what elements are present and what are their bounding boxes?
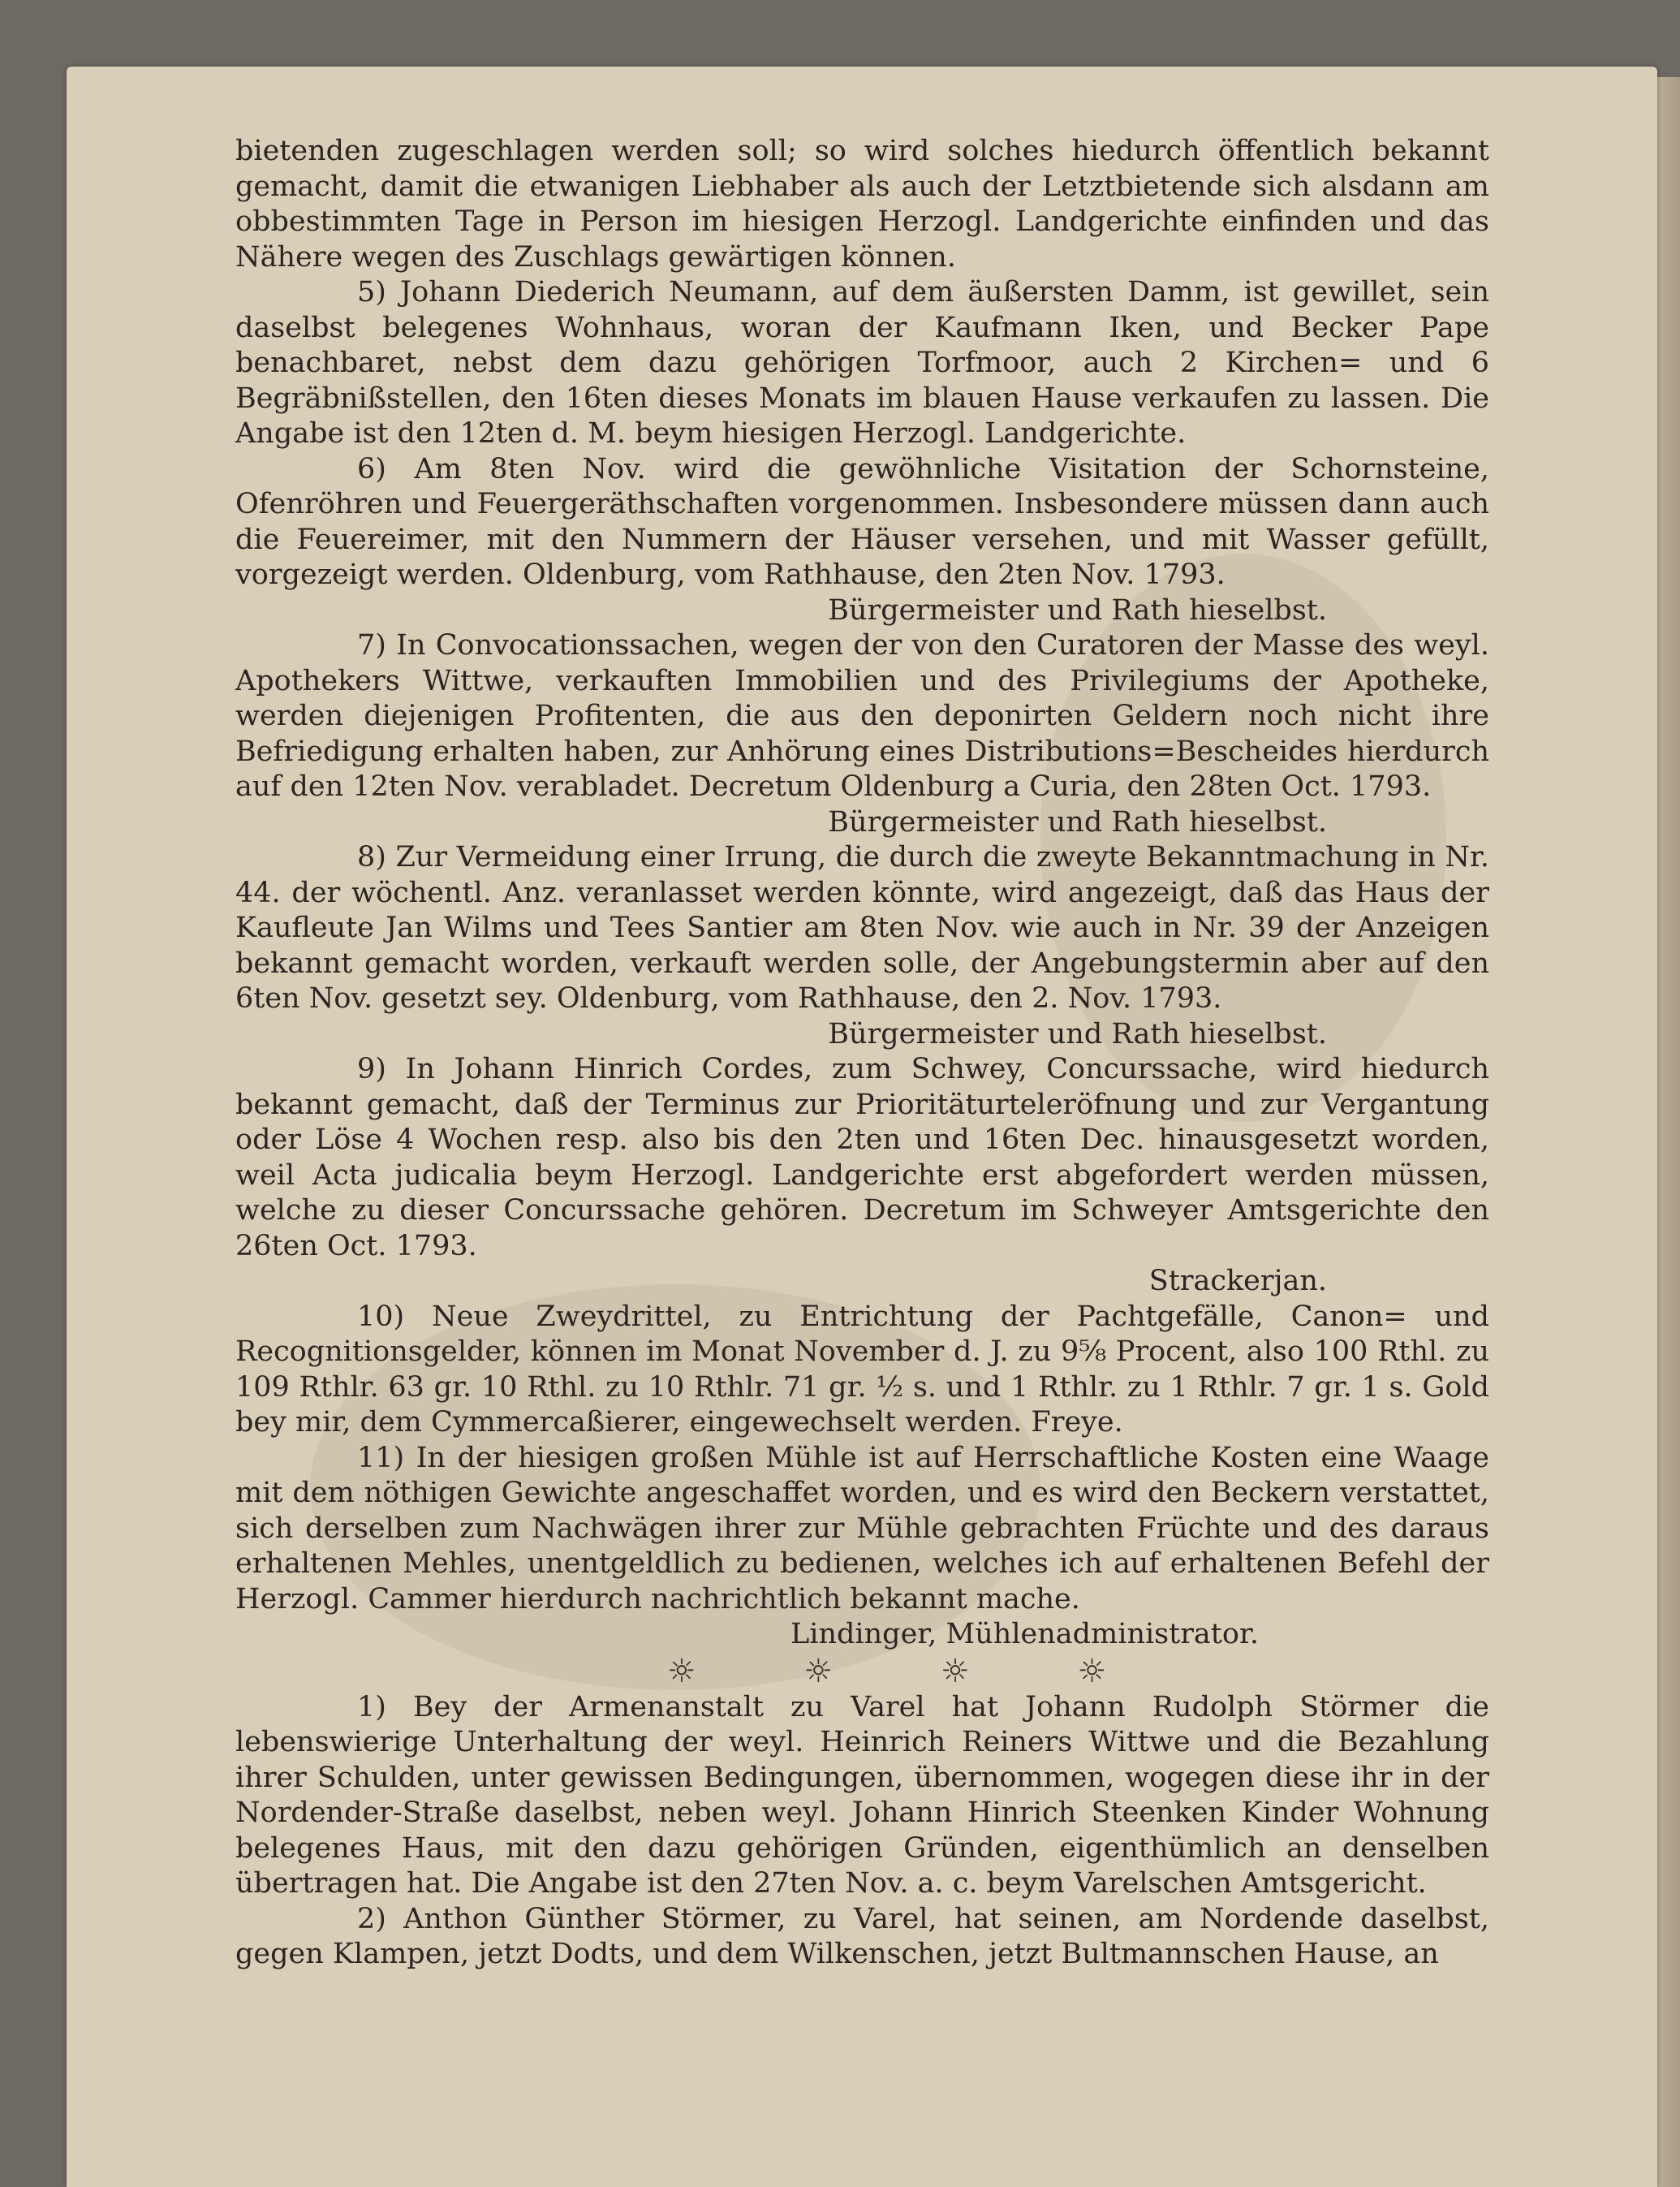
section-separator-stars: ☼ ☼ ☼ ☼ [666,1652,1156,1690]
signature-8: Bürgermeister und Rath hieselbst. [828,1017,1327,1050]
signature-6: Bürgermeister und Rath hieselbst. [828,593,1327,627]
entry2-2: 2) Anthon Günther Störmer, zu Varel, hat seinen, am Nordende daselbst, gegen Klampen, jetzt Dodts, und dem Wilkenschen, jetzt Bultmannschen Hause, an [235,1902,1489,1970]
signature-7: Bürgermeister und Rath hieselbst. [828,805,1327,839]
entry-11: 11) In der hiesigen großen Mühle ist auf Herrschaftliche Kosten eine Waage mit dem nöthigen Gewichte angeschaffet worden, und es wird den Beckern verstattet, sich derselben zum Nachwägen ihrer zur Mühle gebrachten Früchte und des daraus erhaltenen Mehles, unentgeldlich zu bedienen, welches ich auf erhaltenen Befehl der Herzogl. Cammer hierdurch nachrichtlich bekannt mache. [235,1441,1489,1615]
entry-9: 9) In Johann Hinrich Cordes, zum Schwey, Concurssache, wird hiedurch bekannt gemacht, daß der Terminus zur Prioritäturteleröfnung und zur Vergantung oder Löse 4 Wochen resp. also bis den 2ten und 16ten Dec. hinausgesetzt worden, weil Acta judicalia beym Herzogl. Landgerichte erst abgefordert werden müssen, welche zu dieser Concurssache gehören. Decretum im Schweyer Amtsgerichte den 26ten Oct. 1793. [235,1053,1489,1262]
signature-9: Strackerjan. [1148,1265,1327,1297]
entry-7: 7) In Convocationssachen, wegen der von den Curatoren der Masse des weyl. Apothekers Wittwe, verkauften Immobilien und des Privilegiums der Apotheke, werden diejenigen Profitenten, die aus den deponirten Geldern noch nicht ihre Befriedigung erhalten haben, zur Anhörung eines Distributions=Bescheides hierdurch auf den 12ten Nov. verabladet. Decretum Oldenburg a Curia, den 28ten Oct. 1793. [235,629,1489,803]
document-text [235,134,1489,1973]
signature-11: Lindinger, Mühlenadministrator. [790,1618,1259,1650]
entry-6: 6) Am 8ten Nov. wird die gewöhnliche Visitation der Schornsteine, Ofenröhren und Feuergeräthschaften vorgenommen. Insbesondere müssen dann auch die Feuereimer, mit den Nummern der Häuser versehen, und mit Wasser gefüllt, vorgezeigt werden. Oldenburg, vom Rathhause, den 2ten Nov. 1793. [235,452,1489,591]
entry-8: 8) Zur Vermeidung einer Irrung, die durch die zweyte Bekanntmachung in Nr. 44. der wöchentl. Anz. veranlasset werden könnte, wird angezeigt, daß das Haus der Kaufleute Jan Wilms und Tees Santier am 8ten Nov. wie auch in Nr. 39 der Anzeigen bekannt gemacht worden, verkauft werden solle, der Angebungstermin aber auf den 6ten Nov. gesetzt sey. Oldenburg, vom Rathhause, den 2. Nov. 1793. [235,841,1489,1015]
entry-10: 10) Neue Zweydrittel, zu Entrichtung der Pachtgefälle, Canon= und Recognitionsgelder, können im Monat November d. J. zu 9⅝ Procent, also 100 Rthl. zu 109 Rthlr. 63 gr. 10 Rthl. zu 10 Rthlr. 71 gr. ½ s. und 1 Rthlr. zu 1 Rthlr. 7 gr. 1 s. Gold bey mir, dem Cymmercaßierer, eingewechselt werden. Freye. [235,1300,1489,1439]
entry-5: 5) Johann Diederich Neumann, auf dem äußersten Damm, ist gewillet, sein daselbst belegenes Wohnhaus, woran der Kaufmann Iken, und Becker Pape benachbaret, nebst dem dazu gehörigen Torfmoor, auch 2 Kirchen= und 6 Begräbnißstellen, den 16ten dieses Monats im blauen Hause verkaufen zu lassen. Die Angabe ist den 12ten d. M. beym hiesigen Herzogl. Landgerichte. [235,276,1489,450]
opening-paragraph: bietenden zugeschlagen werden soll; so wird solches hiedurch öffentlich bekannt gemacht, damit die etwanigen Liebhaber als auch der Letztbietende sich alsdann am obbestimmten Tage in Person im hiesigen Herzogl. Landgerichte einfinden und das Nähere wegen des Zuschlags gewärtigen können. [235,135,1489,274]
entry2-1: 1) Bey der Armenanstalt zu Varel hat Johann Rudolph Störmer die lebenswierige Unterhaltung der weyl. Heinrich Reiners Wittwe und die Bezahlung ihrer Schulden, unter gewissen Bedingungen, übernommen, wogegen diese ihr in der Nordender-Straße daselbst, neben weyl. Johann Hinrich Steenken Kinder Wohnung belegenes Haus, mit den dazu gehörigen Gründen, eigenthümlich an denselben übertragen hat. Die Angabe ist den 27ten Nov. a. c. beym Varelschen Amtsgericht. [235,1690,1489,1900]
